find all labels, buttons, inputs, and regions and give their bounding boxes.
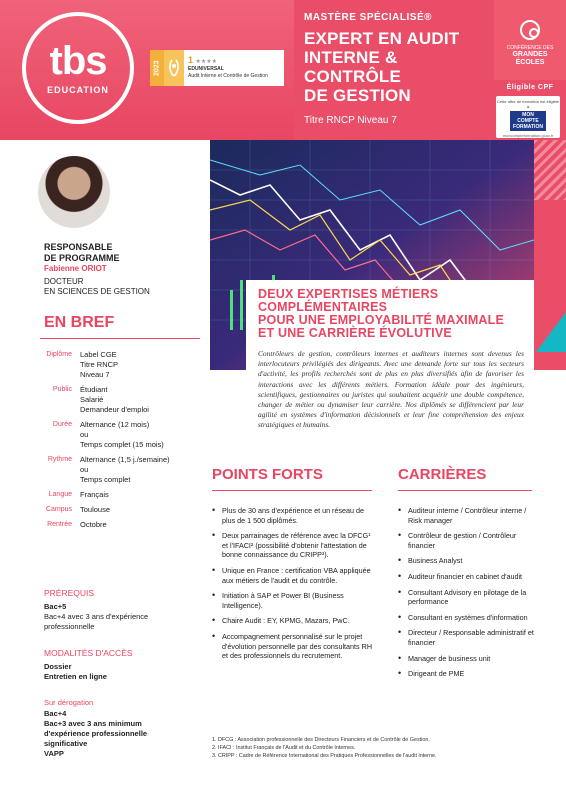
list-item: • Contrôleur de gestion / Contrôleur financier — [398, 531, 534, 550]
responsable-title-line: RESPONSABLE — [44, 242, 113, 252]
fact-label: Public — [52, 386, 72, 393]
mcf-word: COMPTE — [517, 118, 539, 124]
fact-label: Rentrée — [47, 521, 72, 528]
intro-heading-line: DEUX EXPERTISES MÉTIERS COMPLÉMENTAIRES — [258, 287, 439, 314]
title-line: EXPERT EN AUDIT — [304, 29, 460, 48]
carrieres-list — [398, 506, 534, 685]
points-forts-list — [212, 506, 372, 667]
intro-paragraph: Contrôleurs de gestion, contrôleurs internes et auditeurs internes sont devenus les interlocuteurs privilégiés des dirigeants. Avec une demande forte sur tous les secteurs d'activité, les profils recherchés sont de plus en plus diversifiés afin de favoriser les interactions avec les différents métiers. Formation idéale pour des ingénieurs, scientifiques, gestionnaires ou juristes qui souhaitent acquérir une double compétence, changer de métier ou dynamiser leur carrière. Nos diplômés se différencient par leur agilité en systèmes d'information décisionnels et leur fine compréhension des enjeux stratégiques et humains. — [258, 349, 524, 430]
cge-icon — [520, 20, 540, 40]
cpf-label: Éligible CPF — [506, 84, 554, 91]
mcf-word: MON — [522, 112, 534, 118]
badge-text — [184, 54, 268, 80]
intro-heading-line: POUR UNE EMPLOYABILITÉ MAXIMALE — [258, 313, 505, 327]
badge-year: 2023 — [150, 50, 164, 86]
fact-value — [80, 420, 208, 450]
fact-row — [40, 420, 208, 450]
list-item: • Business Analyst — [398, 556, 534, 566]
intro-heading — [258, 288, 524, 340]
fact-row — [40, 490, 208, 500]
carrieres-heading: CARRIÈRES — [398, 466, 487, 483]
cge-small-text: CONFÉRENCE DES — [506, 45, 554, 51]
fact-value-line: Salarié — [80, 395, 104, 404]
fact-row — [40, 455, 208, 485]
fact-value-line: ou — [80, 465, 89, 474]
prerequis-text — [44, 602, 194, 632]
fact-label: Campus — [45, 506, 72, 513]
list-item: • Plus de 30 ans d'expérience et un réseau de plus de 1 500 diplômés. — [212, 506, 372, 525]
eduniversal-badge — [150, 50, 284, 86]
responsable-title-line: DE PROGRAMME — [44, 253, 120, 263]
fact-value-line: Étudiant — [80, 385, 108, 394]
mon-compte-formation-badge[interactable] — [496, 96, 560, 138]
fact-value-line: ou — [80, 430, 89, 439]
modalites-line: Entretien en ligne — [44, 672, 107, 681]
fact-row — [40, 505, 208, 515]
footnote: 3. CRIPP : Cadre de Référence International des Pratiques Professionnelles de l'audit interne. — [212, 753, 437, 759]
responsable-role-line: DOCTEUR — [44, 277, 84, 286]
fact-value-line: Alternance (12 mois) — [80, 420, 150, 429]
list-item: • Auditeur financier en cabinet d'audit — [398, 572, 534, 582]
fact-value-line: Alternance (1,5 j./semaine) — [80, 455, 170, 464]
fact-value — [80, 490, 208, 500]
decorative-stripes — [534, 140, 566, 200]
list-item: • Accompagnement personnalisé sur le projet d'évolution personnelle par des consultants RH et des professionnels du recrutement. — [212, 632, 372, 661]
intro-card — [246, 280, 534, 452]
list-item: • Directeur / Responsable administratif et financier — [398, 628, 534, 647]
footnote: 2. IFACI : Institut Français de l'Audit et du Contrôle Internes. — [212, 745, 356, 751]
laurel-icon — [164, 50, 184, 86]
cpf-note: Cette offre de formation est éligible à — [497, 99, 559, 109]
prerequis-line: Bac+4 avec 3 ans d'expérience — [44, 612, 149, 621]
list-item: • Manager de business unit — [398, 654, 534, 664]
teal-triangle — [536, 312, 566, 352]
cpf-url: moncompteformation.gouv.fr — [502, 133, 554, 138]
fact-value-line: Toulouse — [80, 505, 111, 514]
cge-logo — [494, 0, 566, 80]
points-forts-heading: POINTS FORTS — [212, 466, 323, 483]
fact-row — [40, 520, 208, 530]
fact-value-line: Demandeur d'emploi — [80, 405, 149, 414]
derogation-line: VAPP — [44, 749, 64, 758]
fact-label: Rythme — [47, 456, 72, 463]
fact-label: Langue — [48, 491, 72, 498]
list-item: • Consultant en systèmes d'information — [398, 613, 534, 623]
fact-value — [80, 350, 208, 380]
divider — [212, 490, 372, 491]
footnote: 1. DFCG : Association professionnelle des Directeurs Financiers et de Contrôle de Gestion. — [212, 737, 430, 743]
title-line: DE GESTION — [304, 86, 411, 105]
avatar — [38, 156, 110, 228]
list-item: • Chaire Audit : EY, KPMG, Mazars, PwC. — [212, 616, 372, 626]
fact-row — [40, 350, 208, 380]
list-item: • Initiation à SAP et Power BI (Business Intelligence). — [212, 591, 372, 610]
list-item: • Auditeur interne / Contrôleur interne / Risk manager — [398, 506, 534, 525]
program-title — [304, 29, 484, 105]
modalites-heading: MODALITÉS D'ACCÈS — [44, 648, 133, 658]
tbs-logo[interactable] — [22, 12, 134, 124]
program-kicker: MASTÈRE SPÉCIALISÉ® — [304, 12, 432, 23]
fact-value — [80, 520, 208, 530]
divider — [40, 338, 200, 339]
divider — [398, 490, 532, 491]
badge-brand: EDUNIVERSAL — [188, 65, 224, 72]
modalites-text — [44, 662, 194, 682]
responsable-title — [44, 242, 184, 264]
intro-heading-line: ET UNE CARRIÈRE ÉVOLUTIVE — [258, 326, 452, 340]
fact-value-line: Temps complet — [80, 475, 131, 484]
fact-value — [80, 505, 208, 515]
en-bref-heading: EN BREF — [44, 314, 115, 331]
fact-value — [80, 455, 208, 485]
title-line: INTERNE & CONTRÔLE — [304, 48, 401, 86]
fact-label: Durée — [52, 421, 72, 428]
badge-rank: 1 — [188, 54, 194, 65]
derogation-text — [44, 709, 194, 759]
program-header — [304, 12, 484, 126]
derogation-heading: Sur dérogation — [44, 698, 94, 707]
footnotes — [212, 736, 532, 760]
rncp-level: Titre RNCP Niveau 7 — [304, 115, 397, 126]
responsable-name: Fabienne ORIOT — [44, 264, 107, 273]
fact-value-line: Temps complet (15 mois) — [80, 440, 164, 449]
fact-value-line: Niveau 7 — [80, 370, 110, 379]
fact-value-line: Octobre — [80, 520, 107, 529]
derogation-line: Bac+4 — [44, 709, 67, 718]
derogation-line: significative — [44, 739, 88, 748]
derogation-line: d'expérience professionnelle — [44, 729, 148, 738]
prerequis-heading: PRÉREQUIS — [44, 588, 95, 598]
modalites-line: Dossier — [44, 662, 72, 671]
cge-big-text: ÉCOLES — [515, 59, 545, 66]
list-item: • Deux parrainages de référence avec la DFCG¹ et l'IFACI² (possibilité d'obtenir l'attestation de bonne connaissance du CRIPP³). — [212, 531, 372, 560]
fact-value-line: Français — [80, 490, 109, 499]
list-item: • Unique en France : certification VBA appliquée aux métiers de l'audit et du contrôle. — [212, 566, 372, 585]
responsable-role-line: EN SCIENCES DE GESTION — [44, 287, 150, 296]
fact-value-line: Label CGE — [80, 350, 117, 359]
cge-big-text: GRANDES — [512, 51, 548, 58]
fact-row — [40, 385, 208, 415]
prerequis-line: Bac+5 — [44, 602, 67, 611]
mcf-logo — [510, 111, 546, 131]
fact-label: Diplôme — [46, 351, 72, 358]
responsable-role — [44, 277, 194, 297]
badge-desc: Audit Interne et Contrôle de Gestion — [188, 72, 268, 79]
en-bref-facts — [40, 350, 208, 535]
prerequis-line: professionnelle — [44, 622, 95, 631]
logo-wordmark: tbs — [49, 39, 107, 83]
list-item: • Dirigeant de PME — [398, 669, 534, 679]
list-item: • Consultant Advisory en pilotage de la performance — [398, 588, 534, 607]
derogation-line: Bac+3 avec 3 ans minimum — [44, 719, 142, 728]
logo-subtitle: EDUCATION — [47, 85, 109, 95]
mcf-word: FORMATION — [513, 124, 543, 130]
fact-value-line: Titre RNCP — [80, 360, 119, 369]
fact-value — [80, 385, 208, 415]
badge-stars: ★★★★ — [195, 58, 218, 65]
